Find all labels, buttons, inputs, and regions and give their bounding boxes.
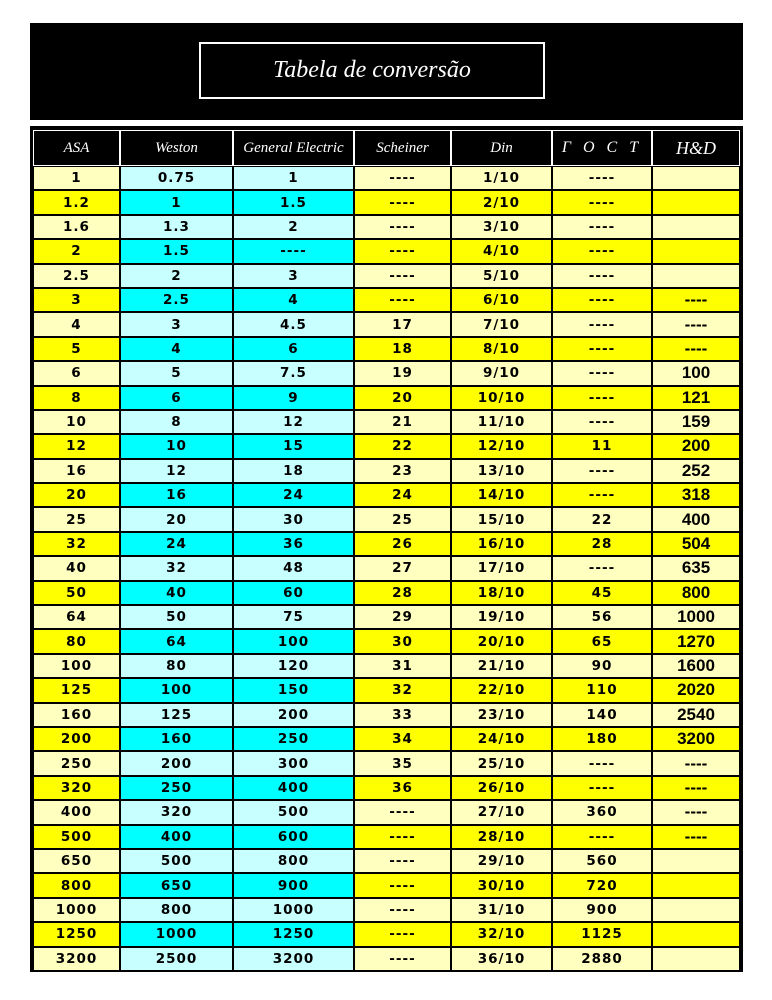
cell-general-electric: 48	[233, 556, 354, 580]
cell-hd	[652, 947, 740, 971]
cell-general-electric: 6	[233, 337, 354, 361]
table-row	[33, 825, 740, 849]
cell-general-electric: 150	[233, 678, 354, 702]
cell-general-electric: 15	[233, 434, 354, 458]
cell-general-electric: 7.5	[233, 361, 354, 385]
cell-hd	[652, 239, 740, 263]
cell-general-electric: 4	[233, 288, 354, 312]
cell-din: 1/10	[451, 166, 552, 190]
cell-din: 32/10	[451, 922, 552, 946]
cell-din: 24/10	[451, 727, 552, 751]
cell-asa: 10	[33, 410, 120, 434]
page-title: Tabela de conversão	[199, 42, 545, 99]
table-row	[33, 190, 740, 214]
cell-gost: 56	[552, 605, 652, 629]
cell-din: 18/10	[451, 581, 552, 605]
cell-weston: 400	[120, 825, 233, 849]
cell-din: 17/10	[451, 556, 552, 580]
table-row	[33, 898, 740, 922]
table-row	[33, 776, 740, 800]
cell-asa: 3200	[33, 947, 120, 971]
cell-weston: 1.3	[120, 215, 233, 239]
cell-gost: ----	[552, 312, 652, 336]
cell-general-electric: 12	[233, 410, 354, 434]
cell-asa: 80	[33, 629, 120, 653]
cell-scheiner: ----	[354, 947, 451, 971]
table-row	[33, 166, 740, 190]
cell-asa: 650	[33, 849, 120, 873]
cell-gost: ----	[552, 337, 652, 361]
cell-din: 7/10	[451, 312, 552, 336]
cell-scheiner: 23	[354, 459, 451, 483]
cell-asa: 800	[33, 873, 120, 897]
cell-gost: ----	[552, 410, 652, 434]
cell-weston: 200	[120, 751, 233, 775]
column-header-scheiner: Scheiner	[354, 130, 451, 166]
cell-general-electric: 600	[233, 825, 354, 849]
cell-din: 12/10	[451, 434, 552, 458]
cell-hd: 1270	[652, 629, 740, 653]
cell-weston: 2	[120, 264, 233, 288]
cell-asa: 50	[33, 581, 120, 605]
cell-weston: 12	[120, 459, 233, 483]
cell-gost: 1125	[552, 922, 652, 946]
cell-hd: 2540	[652, 703, 740, 727]
cell-asa: 125	[33, 678, 120, 702]
table-row	[33, 264, 740, 288]
cell-din: 11/10	[451, 410, 552, 434]
cell-general-electric: 120	[233, 654, 354, 678]
table-row	[33, 483, 740, 507]
cell-hd: ----	[652, 800, 740, 824]
cell-asa: 2.5	[33, 264, 120, 288]
cell-hd: 159	[652, 410, 740, 434]
cell-gost: 22	[552, 507, 652, 531]
cell-hd: 100	[652, 361, 740, 385]
cell-asa: 1000	[33, 898, 120, 922]
cell-gost: 140	[552, 703, 652, 727]
cell-asa: 64	[33, 605, 120, 629]
cell-scheiner: 26	[354, 532, 451, 556]
cell-scheiner: 22	[354, 434, 451, 458]
cell-gost: ----	[552, 361, 652, 385]
cell-general-electric: 500	[233, 800, 354, 824]
cell-din: 19/10	[451, 605, 552, 629]
column-header-weston: Weston	[120, 130, 233, 166]
table-row	[33, 678, 740, 702]
cell-scheiner: 32	[354, 678, 451, 702]
cell-weston: 16	[120, 483, 233, 507]
column-header-gost: Γ O C T	[552, 130, 652, 166]
cell-weston: 10	[120, 434, 233, 458]
cell-general-electric: 1.5	[233, 190, 354, 214]
cell-din: 31/10	[451, 898, 552, 922]
cell-scheiner: 21	[354, 410, 451, 434]
cell-scheiner: ----	[354, 239, 451, 263]
cell-hd: ----	[652, 288, 740, 312]
cell-scheiner: ----	[354, 849, 451, 873]
cell-scheiner: 18	[354, 337, 451, 361]
cell-hd	[652, 898, 740, 922]
cell-weston: 4	[120, 337, 233, 361]
table-row	[33, 703, 740, 727]
cell-gost: ----	[552, 190, 652, 214]
cell-asa: 100	[33, 654, 120, 678]
table-row	[33, 459, 740, 483]
cell-gost: 65	[552, 629, 652, 653]
cell-scheiner: 28	[354, 581, 451, 605]
cell-weston: 8	[120, 410, 233, 434]
cell-weston: 40	[120, 581, 233, 605]
table-row	[33, 581, 740, 605]
cell-hd	[652, 264, 740, 288]
cell-asa: 1	[33, 166, 120, 190]
cell-asa: 2	[33, 239, 120, 263]
cell-scheiner: 36	[354, 776, 451, 800]
cell-scheiner: 19	[354, 361, 451, 385]
cell-din: 29/10	[451, 849, 552, 873]
cell-asa: 3	[33, 288, 120, 312]
cell-general-electric: 30	[233, 507, 354, 531]
cell-asa: 400	[33, 800, 120, 824]
cell-hd: 121	[652, 386, 740, 410]
table-row	[33, 532, 740, 556]
cell-din: 4/10	[451, 239, 552, 263]
cell-gost: ----	[552, 239, 652, 263]
cell-gost: 11	[552, 434, 652, 458]
cell-hd: ----	[652, 312, 740, 336]
cell-din: 15/10	[451, 507, 552, 531]
cell-asa: 25	[33, 507, 120, 531]
cell-hd: 400	[652, 507, 740, 531]
cell-weston: 650	[120, 873, 233, 897]
cell-hd: 318	[652, 483, 740, 507]
cell-din: 3/10	[451, 215, 552, 239]
cell-general-electric: 75	[233, 605, 354, 629]
cell-weston: 500	[120, 849, 233, 873]
cell-weston: 1.5	[120, 239, 233, 263]
cell-asa: 500	[33, 825, 120, 849]
column-header-general-electric: General Electric	[233, 130, 354, 166]
table-row	[33, 337, 740, 361]
cell-hd: 2020	[652, 678, 740, 702]
cell-gost: 180	[552, 727, 652, 751]
table-header-row	[33, 130, 740, 166]
cell-asa: 5	[33, 337, 120, 361]
cell-hd: 3200	[652, 727, 740, 751]
cell-gost: 2880	[552, 947, 652, 971]
table-row	[33, 361, 740, 385]
cell-weston: 1000	[120, 922, 233, 946]
cell-weston: 64	[120, 629, 233, 653]
cell-scheiner: ----	[354, 190, 451, 214]
cell-din: 14/10	[451, 483, 552, 507]
cell-scheiner: 17	[354, 312, 451, 336]
cell-gost: ----	[552, 288, 652, 312]
cell-weston: 50	[120, 605, 233, 629]
cell-hd	[652, 922, 740, 946]
cell-asa: 1250	[33, 922, 120, 946]
cell-din: 36/10	[451, 947, 552, 971]
cell-general-electric: 60	[233, 581, 354, 605]
cell-asa: 8	[33, 386, 120, 410]
table-row	[33, 727, 740, 751]
cell-gost: ----	[552, 751, 652, 775]
table-row	[33, 410, 740, 434]
cell-hd: ----	[652, 825, 740, 849]
cell-hd: 252	[652, 459, 740, 483]
table-row	[33, 507, 740, 531]
cell-hd: 1000	[652, 605, 740, 629]
table-row	[33, 873, 740, 897]
table-row	[33, 288, 740, 312]
cell-din: 2/10	[451, 190, 552, 214]
table-row	[33, 849, 740, 873]
cell-hd	[652, 215, 740, 239]
cell-general-electric: 3	[233, 264, 354, 288]
cell-general-electric: 400	[233, 776, 354, 800]
cell-gost: 720	[552, 873, 652, 897]
cell-asa: 20	[33, 483, 120, 507]
cell-hd: 635	[652, 556, 740, 580]
cell-weston: 160	[120, 727, 233, 751]
table-row	[33, 751, 740, 775]
cell-general-electric: 3200	[233, 947, 354, 971]
table-row	[33, 605, 740, 629]
table-row	[33, 215, 740, 239]
cell-scheiner: ----	[354, 922, 451, 946]
cell-scheiner: ----	[354, 215, 451, 239]
cell-asa: 200	[33, 727, 120, 751]
cell-scheiner: ----	[354, 264, 451, 288]
cell-hd: ----	[652, 751, 740, 775]
cell-asa: 6	[33, 361, 120, 385]
table-row	[33, 800, 740, 824]
cell-gost: ----	[552, 776, 652, 800]
cell-gost: 110	[552, 678, 652, 702]
cell-din: 8/10	[451, 337, 552, 361]
cell-weston: 2500	[120, 947, 233, 971]
cell-hd	[652, 166, 740, 190]
cell-gost: ----	[552, 166, 652, 190]
cell-general-electric: ----	[233, 239, 354, 263]
cell-hd	[652, 873, 740, 897]
cell-gost: 560	[552, 849, 652, 873]
cell-weston: 24	[120, 532, 233, 556]
cell-general-electric: 900	[233, 873, 354, 897]
cell-gost: 28	[552, 532, 652, 556]
table-row	[33, 386, 740, 410]
cell-general-electric: 1250	[233, 922, 354, 946]
table-row	[33, 629, 740, 653]
cell-din: 5/10	[451, 264, 552, 288]
cell-general-electric: 100	[233, 629, 354, 653]
cell-din: 25/10	[451, 751, 552, 775]
column-header-asa: ASA	[33, 130, 120, 166]
cell-hd	[652, 849, 740, 873]
table-row	[33, 654, 740, 678]
column-header-hd: H&D	[652, 130, 740, 166]
cell-scheiner: 33	[354, 703, 451, 727]
cell-scheiner: ----	[354, 166, 451, 190]
cell-gost: 45	[552, 581, 652, 605]
conversion-table	[33, 130, 740, 971]
cell-general-electric: 4.5	[233, 312, 354, 336]
cell-scheiner: 27	[354, 556, 451, 580]
cell-weston: 20	[120, 507, 233, 531]
table-row	[33, 434, 740, 458]
cell-scheiner: ----	[354, 825, 451, 849]
cell-hd: 200	[652, 434, 740, 458]
cell-weston: 0.75	[120, 166, 233, 190]
cell-din: 10/10	[451, 386, 552, 410]
cell-general-electric: 24	[233, 483, 354, 507]
cell-general-electric: 250	[233, 727, 354, 751]
cell-scheiner: 24	[354, 483, 451, 507]
cell-weston: 800	[120, 898, 233, 922]
cell-scheiner: 31	[354, 654, 451, 678]
cell-asa: 160	[33, 703, 120, 727]
cell-hd: 800	[652, 581, 740, 605]
cell-weston: 100	[120, 678, 233, 702]
cell-asa: 4	[33, 312, 120, 336]
cell-asa: 16	[33, 459, 120, 483]
cell-weston: 320	[120, 800, 233, 824]
cell-din: 30/10	[451, 873, 552, 897]
table-row	[33, 947, 740, 971]
cell-scheiner: ----	[354, 800, 451, 824]
cell-gost: ----	[552, 215, 652, 239]
cell-scheiner: ----	[354, 873, 451, 897]
cell-hd: 1600	[652, 654, 740, 678]
cell-scheiner: 34	[354, 727, 451, 751]
cell-scheiner: ----	[354, 288, 451, 312]
cell-weston: 3	[120, 312, 233, 336]
cell-general-electric: 36	[233, 532, 354, 556]
cell-gost: ----	[552, 556, 652, 580]
column-header-din: Din	[451, 130, 552, 166]
cell-din: 23/10	[451, 703, 552, 727]
cell-weston: 80	[120, 654, 233, 678]
cell-weston: 250	[120, 776, 233, 800]
cell-hd: ----	[652, 776, 740, 800]
table-row	[33, 922, 740, 946]
cell-gost: 360	[552, 800, 652, 824]
cell-gost: ----	[552, 264, 652, 288]
cell-general-electric: 9	[233, 386, 354, 410]
cell-din: 21/10	[451, 654, 552, 678]
table-row	[33, 556, 740, 580]
cell-gost: ----	[552, 825, 652, 849]
cell-gost: 90	[552, 654, 652, 678]
cell-weston: 1	[120, 190, 233, 214]
cell-hd: ----	[652, 337, 740, 361]
cell-din: 6/10	[451, 288, 552, 312]
cell-asa: 320	[33, 776, 120, 800]
cell-general-electric: 300	[233, 751, 354, 775]
cell-din: 13/10	[451, 459, 552, 483]
cell-weston: 32	[120, 556, 233, 580]
table-row	[33, 312, 740, 336]
cell-hd	[652, 190, 740, 214]
cell-general-electric: 2	[233, 215, 354, 239]
cell-asa: 40	[33, 556, 120, 580]
cell-din: 28/10	[451, 825, 552, 849]
cell-hd: 504	[652, 532, 740, 556]
cell-general-electric: 200	[233, 703, 354, 727]
cell-gost: 900	[552, 898, 652, 922]
cell-weston: 2.5	[120, 288, 233, 312]
cell-scheiner: ----	[354, 898, 451, 922]
conversion-table-container	[30, 126, 743, 972]
cell-weston: 125	[120, 703, 233, 727]
cell-scheiner: 30	[354, 629, 451, 653]
cell-gost: ----	[552, 459, 652, 483]
cell-gost: ----	[552, 386, 652, 410]
cell-asa: 250	[33, 751, 120, 775]
cell-asa: 32	[33, 532, 120, 556]
cell-weston: 5	[120, 361, 233, 385]
cell-din: 26/10	[451, 776, 552, 800]
cell-asa: 1.6	[33, 215, 120, 239]
cell-din: 16/10	[451, 532, 552, 556]
cell-scheiner: 20	[354, 386, 451, 410]
table-body	[33, 166, 740, 971]
cell-scheiner: 35	[354, 751, 451, 775]
table-row	[33, 239, 740, 263]
cell-general-electric: 18	[233, 459, 354, 483]
cell-scheiner: 25	[354, 507, 451, 531]
title-banner	[30, 23, 743, 120]
cell-din: 20/10	[451, 629, 552, 653]
cell-general-electric: 1	[233, 166, 354, 190]
cell-din: 22/10	[451, 678, 552, 702]
cell-weston: 6	[120, 386, 233, 410]
cell-din: 27/10	[451, 800, 552, 824]
cell-scheiner: 29	[354, 605, 451, 629]
cell-general-electric: 800	[233, 849, 354, 873]
cell-asa: 12	[33, 434, 120, 458]
cell-gost: ----	[552, 483, 652, 507]
cell-general-electric: 1000	[233, 898, 354, 922]
cell-din: 9/10	[451, 361, 552, 385]
cell-asa: 1.2	[33, 190, 120, 214]
